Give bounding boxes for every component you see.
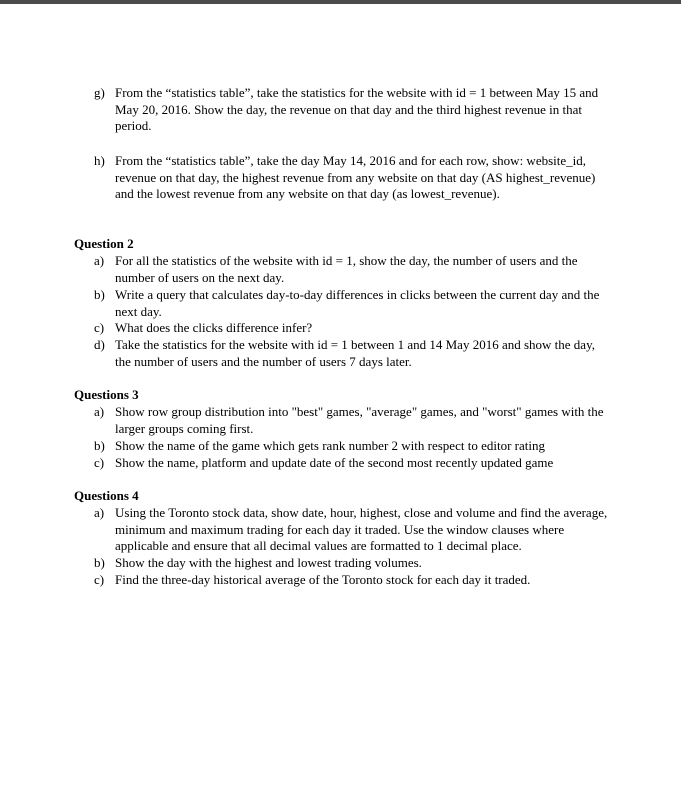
question-3-item-b [88, 438, 608, 455]
item-marker: b) [94, 555, 105, 570]
question-2-item-a [88, 253, 608, 286]
item-text: For all the statistics of the website with id = 1, show the day, the number of users and the number of users on the next day. [115, 253, 578, 285]
item-text: Show the day with the highest and lowest trading volumes. [115, 555, 422, 570]
item-text: Take the statistics for the website with id = 1 between 1 and 14 May 2016 and show the day, the number of users and the number of users 7 days later. [115, 337, 595, 369]
question-2-heading: Question 2 [74, 236, 134, 251]
item-marker: b) [94, 287, 105, 302]
item-marker: c) [94, 455, 105, 470]
question-3-item-c [88, 455, 608, 472]
item-text: What does the clicks difference infer? [115, 320, 313, 335]
question-4-heading: Questions 4 [74, 488, 139, 503]
question-2-item-d [88, 337, 608, 370]
question-2-item-c [88, 320, 608, 337]
item-marker: c) [94, 572, 105, 587]
item-text: Show the name of the game which gets rank number 2 with respect to editor rating [115, 438, 545, 453]
item-text: Write a query that calculates day-to-day differences in clicks between the current day and the next day. [115, 287, 600, 319]
item-marker: d) [94, 337, 105, 352]
item-text: From the “statistics table”, take the day May 14, 2016 and for each row, show: website_id, revenue on that day, the highest revenue from any website on that day (AS highest_revenue) and the lowest revenue from any website on that day (as lowest_revenue). [115, 153, 596, 202]
list-item-g [88, 85, 608, 135]
item-text: Find the three-day historical average of the Toronto stock for each day it traded. [115, 572, 531, 587]
question-4-item-b [88, 555, 608, 572]
item-marker: h) [94, 153, 105, 168]
item-marker: a) [94, 253, 105, 268]
question-3-item-a [88, 404, 608, 437]
item-marker: b) [94, 438, 105, 453]
item-marker: a) [94, 505, 105, 520]
question-3-heading: Questions 3 [74, 387, 139, 402]
item-text: From the “statistics table”, take the statistics for the website with id = 1 between May 15 and May 20, 2016. Show the day, the revenue on that day and the third highest revenue in that period. [115, 85, 599, 134]
item-marker: g) [94, 85, 105, 100]
window-top-border [0, 0, 681, 4]
question-4-item-c [88, 572, 608, 589]
item-text: Show row group distribution into "best" games, "average" games, and "worst" games with the larger groups coming first. [115, 404, 604, 436]
question-4-item-a [88, 505, 608, 555]
question-2-item-b [88, 287, 608, 320]
item-text: Using the Toronto stock data, show date, hour, highest, close and volume and find the average, minimum and maximum trading for each day it traded. Use the window clauses where applicable and ensure that all decimal values are formatted to 1 decimal place. [115, 505, 608, 554]
item-marker: c) [94, 320, 105, 335]
list-item-h [88, 153, 608, 203]
item-marker: a) [94, 404, 105, 419]
item-text: Show the name, platform and update date of the second most recently updated game [115, 455, 554, 470]
